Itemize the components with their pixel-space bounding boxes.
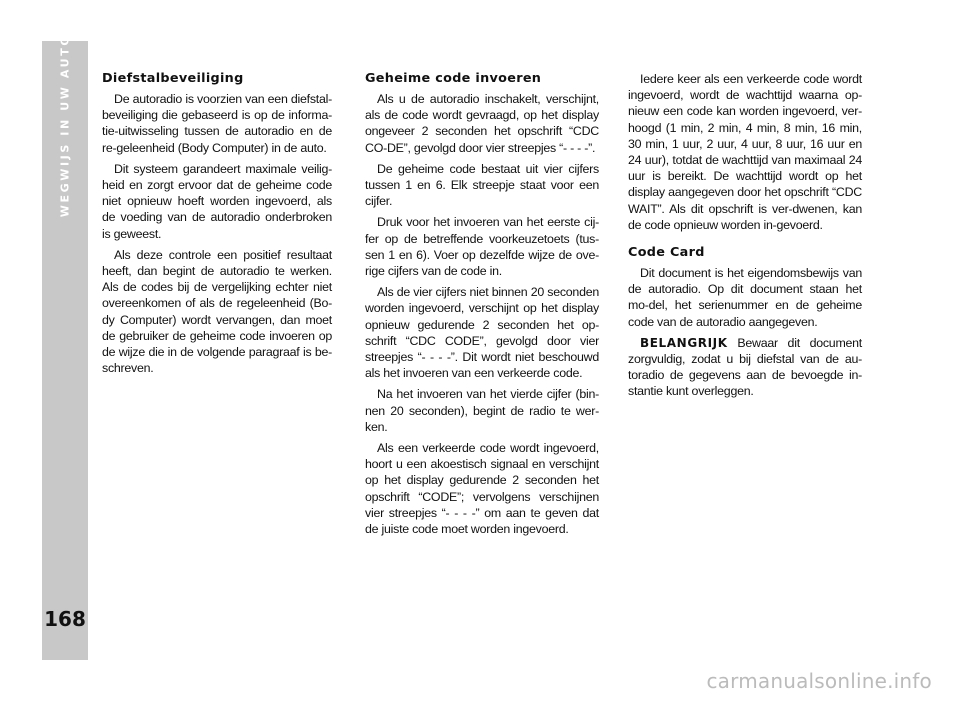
watermark: carmanualsonline.info	[706, 669, 932, 693]
heading-code-card: Code Card	[628, 245, 705, 261]
paragraph: Na het invoeren van het vierde cijfer (bin-nen 20 seconden), begint de radio te wer-ken.	[365, 387, 599, 434]
paragraph-important	[628, 335, 862, 400]
heading-diefstalbeveiliging: Diefstalbeveiliging	[102, 71, 244, 86]
paragraph: Dit systeem garandeert maximale veilig-heid en zorgt ervoor dat de geheime code niet opnieuw hoeft worden ingevoerd, als de voeding van de autoradio onderbroken is geweest.	[102, 161, 332, 241]
column-2	[365, 71, 599, 542]
important-label: BELANGRIJK	[640, 335, 728, 350]
section-title-text: WEGWIJS IN UW AUTO	[58, 33, 72, 218]
paragraph: Als de vier cijfers niet binnen 20 seconden worden ingevoerd, verschijnt op het display opnieuw gedurende 2 seconden het op-schrift “CDC CODE”, gevolgd door vier streepjes “- - - -”. Dit wordt niet beschouwd als het invoeren van een verkeerde code.	[365, 285, 599, 381]
column-1	[102, 71, 332, 381]
paragraph: Druk voor het invoeren van het eerste cij-fer op de betreffende voorkeuzetoets (tus-sen 1 en 6). Voer op dezelfde wijze de ove-rige cijfers van de code in.	[365, 215, 599, 279]
paragraph: De geheime code bestaat uit vier cijfers tussen 1 en 6. Elk streepje staat voor een cijfer.	[365, 161, 599, 209]
paragraph: Als een verkeerde code wordt ingevoerd, hoort u een akoestisch signaal en verschijnt op het display gedurende 2 seconden het opschrift “CODE”; vervolgens verschijnen vier streepjes “- - - -” om aan te geven dat de juiste code moet worden ingevoerd.	[365, 441, 599, 537]
paragraph: Als u de autoradio inschakelt, verschijnt, als de code wordt gevraagd, op het display ongeveer 2 seconden het opschrift “CDC CO-DE”, gevolgd door vier streepjes “- - - -”.	[365, 92, 599, 155]
page-number: 168	[44, 607, 86, 631]
paragraph: Als deze controle een positief resultaat heeft, dan begint de autoradio te werken. Als de codes bij de vergelijking echter niet overeenkomen of als de regeleenheid (Bo-dy Computer) wordt vervangen, dan moet de gebruiker de geheime code invoeren op de wijze die in de volgende paragraaf is be-schreven.	[102, 247, 332, 376]
heading-geheime-code: Geheime code invoeren	[365, 71, 542, 86]
important-text: Bewaar dit document zorgvuldig, zodat u bij diefstal van de au-toradio de gegevens aan de bevoegde in-stantie kunt overleggen.	[628, 335, 862, 399]
paragraph: Iedere keer als een verkeerde code wordt ingevoerd, wordt de wachttijd waarna op-nieuw een code kan worden ingevoerd, ver-hoogd (1 min, 2 min, 4 min, 8 min, 16 min, 30 min, 1 uur, 2 uur, 4 uur, 8 uur, 16 uur en 24 uur), totdat de wachttijd van maximaal 24 uur is bereikt. De wachttijd wordt op het display aangegeven door het opschrift “CDC WAIT”. Als dit opschrift is ver-dwenen, kan de code opnieuw worden in-gevoerd.	[628, 72, 862, 232]
sidebar	[42, 33, 88, 660]
column-3	[628, 71, 862, 405]
paragraph: Dit document is het eigendomsbewijs van de autoradio. Op dit document staan het mo-del, het serienummer en de geheime code van de autoradio aangegeven.	[628, 266, 862, 329]
paragraph: De autoradio is voorzien van een diefstal-beveiliging die gebaseerd is op de informa-tie-uitwisseling tussen de autoradio en de re-geleenheid (Body Computer) in de auto.	[102, 92, 332, 155]
